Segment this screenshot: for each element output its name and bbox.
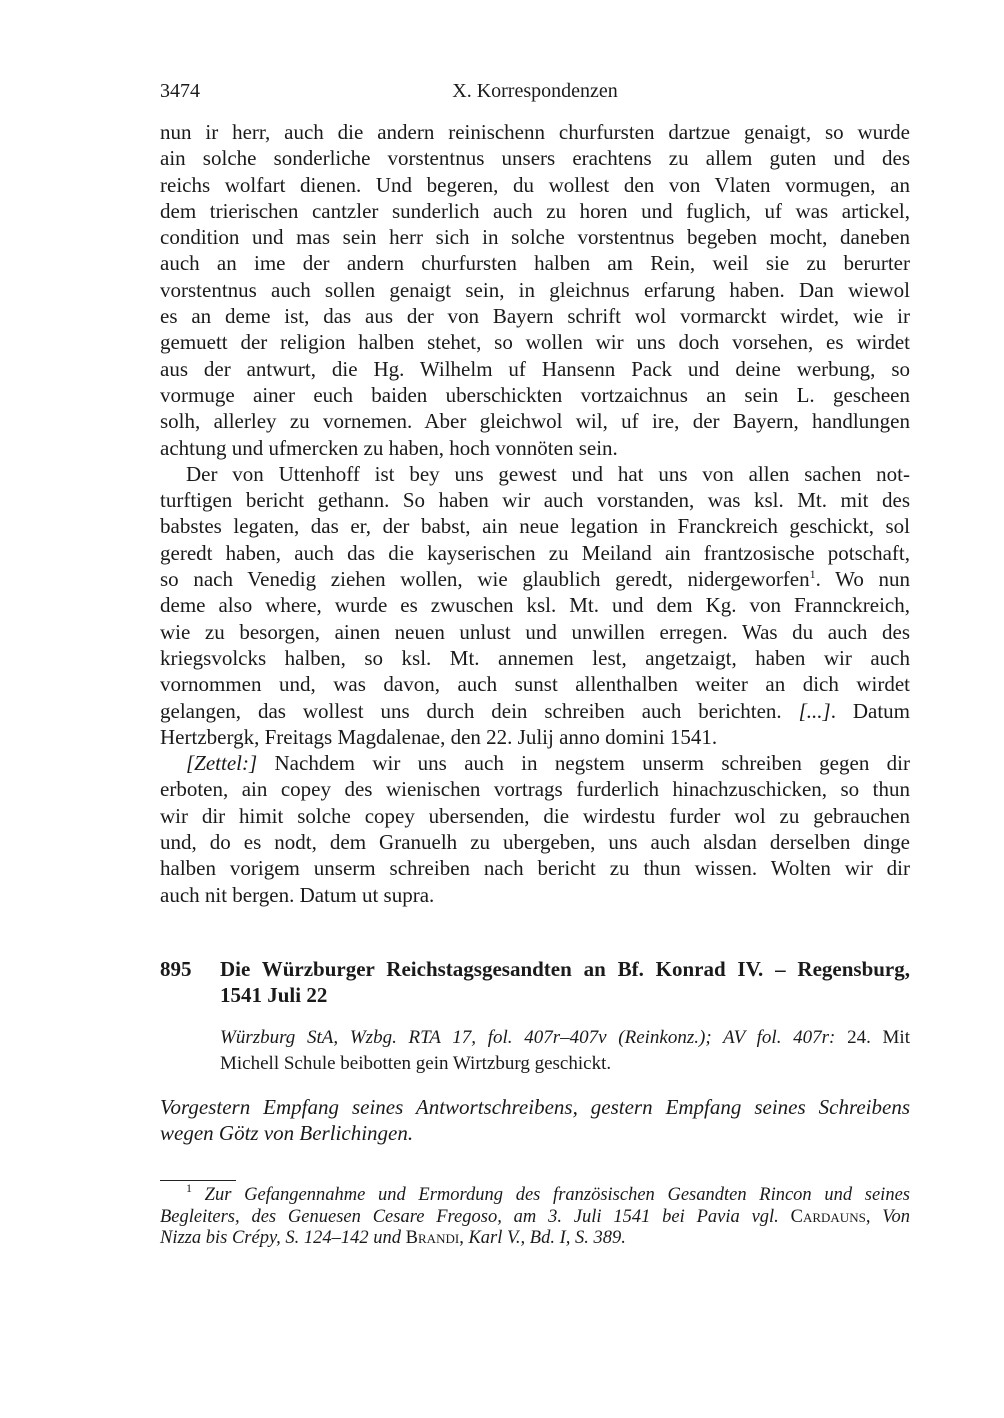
text-run: vormuge ainer euch baiden uberschickten vortzaichnus an sein L. gescheen: [160, 382, 910, 407]
body-line: [160, 776, 910, 802]
text-run: vornommen und, was davon, auch sunst allenthalben weiter an dich wirdet: [160, 672, 910, 697]
text-run: Cardauns: [790, 1206, 866, 1227]
footnote-line: [160, 1181, 910, 1207]
text-run: solh, allerley zu vornemen. Aber gleichwol wil, uf ire, der Bayern, handlungen: [160, 409, 910, 434]
summary-line-2: wegen Götz von Berlichingen.: [160, 1121, 414, 1146]
text-run: babstes legaten, das er, der babst, ain neue legation in Franckreich geschickt, sol: [160, 514, 910, 539]
body-line: [160, 671, 910, 697]
body-line: [160, 303, 910, 329]
running-title: X. Korrespondenzen: [452, 80, 618, 102]
body-line: [160, 198, 910, 224]
body-line: [160, 119, 910, 145]
text-run: Brandi: [405, 1228, 460, 1248]
body-line: [160, 224, 910, 250]
footnote-marker: 1: [809, 567, 816, 582]
source-note: [220, 1026, 910, 1075]
body-line: [160, 382, 910, 408]
text-run: auch nit bergen. Datum ut supra.: [160, 882, 435, 907]
text-run: auch an ime der andern churfursten halben am Rein, weil sie zu berurter: [160, 251, 910, 276]
running-header: [160, 80, 910, 108]
body-line: [160, 408, 910, 434]
body-line: [160, 566, 910, 592]
text-run: . Wo nun: [815, 567, 910, 592]
footnote-line: [160, 1228, 910, 1250]
text-run: achtung und ufmercken zu haben, hoch vonnöten sein.: [160, 435, 618, 460]
text-run: Nizza bis Crépy, S. 124–142 und: [160, 1228, 406, 1248]
document-heading: [160, 956, 910, 1009]
summary-line-1: Vorgestern Empfang seines Antwortschreibens, gestern Empfang seines Schreibens: [160, 1095, 910, 1119]
text-run: Nachdem wir uns auch in negstem unserm schreiben gegen dir: [257, 751, 910, 776]
text-run: kriegsvolcks halben, so ksl. Mt. annemen lest, angetzaigt, haben wir auch: [160, 645, 910, 670]
body-line: [160, 882, 910, 908]
footnotes: [160, 1181, 911, 1250]
text-run: und, do es nodt, dem Granuelh zu ubergeben, uns auch alsdan derselben dinge: [160, 830, 910, 855]
text-run: es an deme ist, das aus der von Bayern schrift wol vormarckt wirdet, wie ir: [160, 304, 910, 329]
text-run: erboten, ain copey des wienischen vortrags furderlich hinachzuschicken, so thun: [160, 777, 910, 802]
body-line: [160, 145, 910, 171]
body-line: [160, 803, 910, 829]
document-summary: [160, 1094, 910, 1146]
body-line: [160, 540, 910, 566]
text-run: Zur Gefangennahme und Ermordung des französischen Gesandten Rincon und seines: [192, 1185, 910, 1205]
body-line: [160, 750, 910, 776]
source-citation: Würzburg StA, Wzbg. RTA 17, fol. 407r–407v (Reinkonz.); AV fol. 407r:: [220, 1027, 836, 1048]
body-line: [160, 172, 910, 198]
body-line: [160, 645, 910, 671]
document-number: 895: [160, 957, 192, 981]
text-run: ,: [865, 1206, 883, 1227]
text-run: aus der antwurt, die Hg. Wilhelm uf Hansenn Pack und deine werbung, so: [160, 356, 910, 381]
document-title-line-1: Die Würzburger Reichstagsgesandten an Bf. Konrad IV. – Regensburg,: [220, 957, 910, 981]
body-line: [160, 619, 910, 645]
text-run: condition und mas sein herr sich in solche vorstentnus begeben mocht, daneben: [160, 225, 910, 250]
source-line-1: [220, 1026, 910, 1052]
text-run: gelangen, das wollest uns durch dein schreiben auch berichten.: [160, 698, 799, 723]
text-run: Begleiters, des Genuesen Cesare Fregoso, am 3. Juli 1541 bei Pavia vgl.: [160, 1206, 791, 1227]
text-run: wie zu besorgen, ainen neuen unlust und unwillen erregen. Was du auch des: [160, 619, 910, 644]
body-line: [160, 724, 910, 750]
body-line: [160, 592, 910, 618]
body-line: [160, 698, 910, 724]
text-run: ,: [459, 1228, 469, 1248]
text-run: Von: [882, 1206, 911, 1227]
body-line: [160, 829, 910, 855]
footnote-separator: [160, 1180, 236, 1181]
body-line: [160, 461, 910, 487]
text-run: so nach Venedig ziehen wollen, wie glaublich geredt, nidergeworfen: [160, 567, 810, 592]
text-run: dem trierischen cantzler sunderlich auch zu horen und fuglich, uf was artickel,: [160, 198, 910, 223]
letter-body-text: [160, 119, 910, 908]
text-run: deme also where, wurde es zwuschen ksl. Mt. und dem Kg. von Frannckreich,: [160, 593, 910, 618]
text-run: gemuett der religion halben stehet, so wollen wir uns doch vorsehen, es wirdet: [160, 330, 910, 355]
footnote-marker: 1: [186, 1181, 192, 1195]
source-line-2: Michell Schule beibotten gein Wirtzburg geschickt.: [220, 1053, 612, 1075]
body-line: [160, 487, 910, 513]
text-run: reichs wolfart dienen. Und begeren, du wollest den von Vlaten vormugen, an: [160, 172, 910, 197]
body-line: [160, 356, 910, 382]
source-note-text: 24. Mit: [835, 1027, 910, 1048]
page-number: 3474: [160, 80, 200, 102]
text-run: . Datum: [830, 698, 911, 723]
text-run: Hertzbergk, Freitags Magdalenae, den 22. Julij anno domini 1541.: [160, 724, 718, 749]
body-line: [160, 435, 910, 461]
body-line: [160, 329, 910, 355]
body-line: [160, 250, 910, 276]
body-line: [160, 855, 910, 881]
text-run: Der von Uttenhoff ist bey uns gewest und hat uns von allen sachen not-: [186, 461, 910, 486]
footnote-line: [160, 1207, 910, 1229]
document-title-line-2: 1541 Juli 22: [220, 983, 328, 1008]
text-run: [Zettel:]: [186, 751, 258, 776]
text-run: Karl V., Bd. I, S. 389.: [468, 1228, 626, 1248]
body-line: [160, 513, 910, 539]
body-line: [160, 277, 910, 303]
text-run: halben vorigem unserm schreiben nach bericht zu thun wissen. Wolten wir dir: [160, 856, 910, 881]
text-run: vorstentnus auch sollen genaigt sein, in gleichnus erfarung haben. Dan wiewol: [160, 277, 910, 302]
text-run: geredt haben, auch das die kayserischen zu Meiland ain frantzosische potschaft,: [160, 540, 910, 565]
text-run: nun ir herr, auch die andern reinischenn churfursten dartzue genaigt, so wurde: [160, 120, 910, 144]
text-run: [...]: [798, 698, 831, 723]
text-run: ain solche sonderliche vorstentnus unsers erachtens zu allem guten und des: [160, 146, 910, 171]
text-run: wir dir himit solche copey ubersenden, die wirdestu furder wol zu gebrauchen: [160, 803, 910, 828]
text-run: turftigen bericht gethann. So haben wir auch vorstanden, was ksl. Mt. mit des: [160, 488, 910, 513]
